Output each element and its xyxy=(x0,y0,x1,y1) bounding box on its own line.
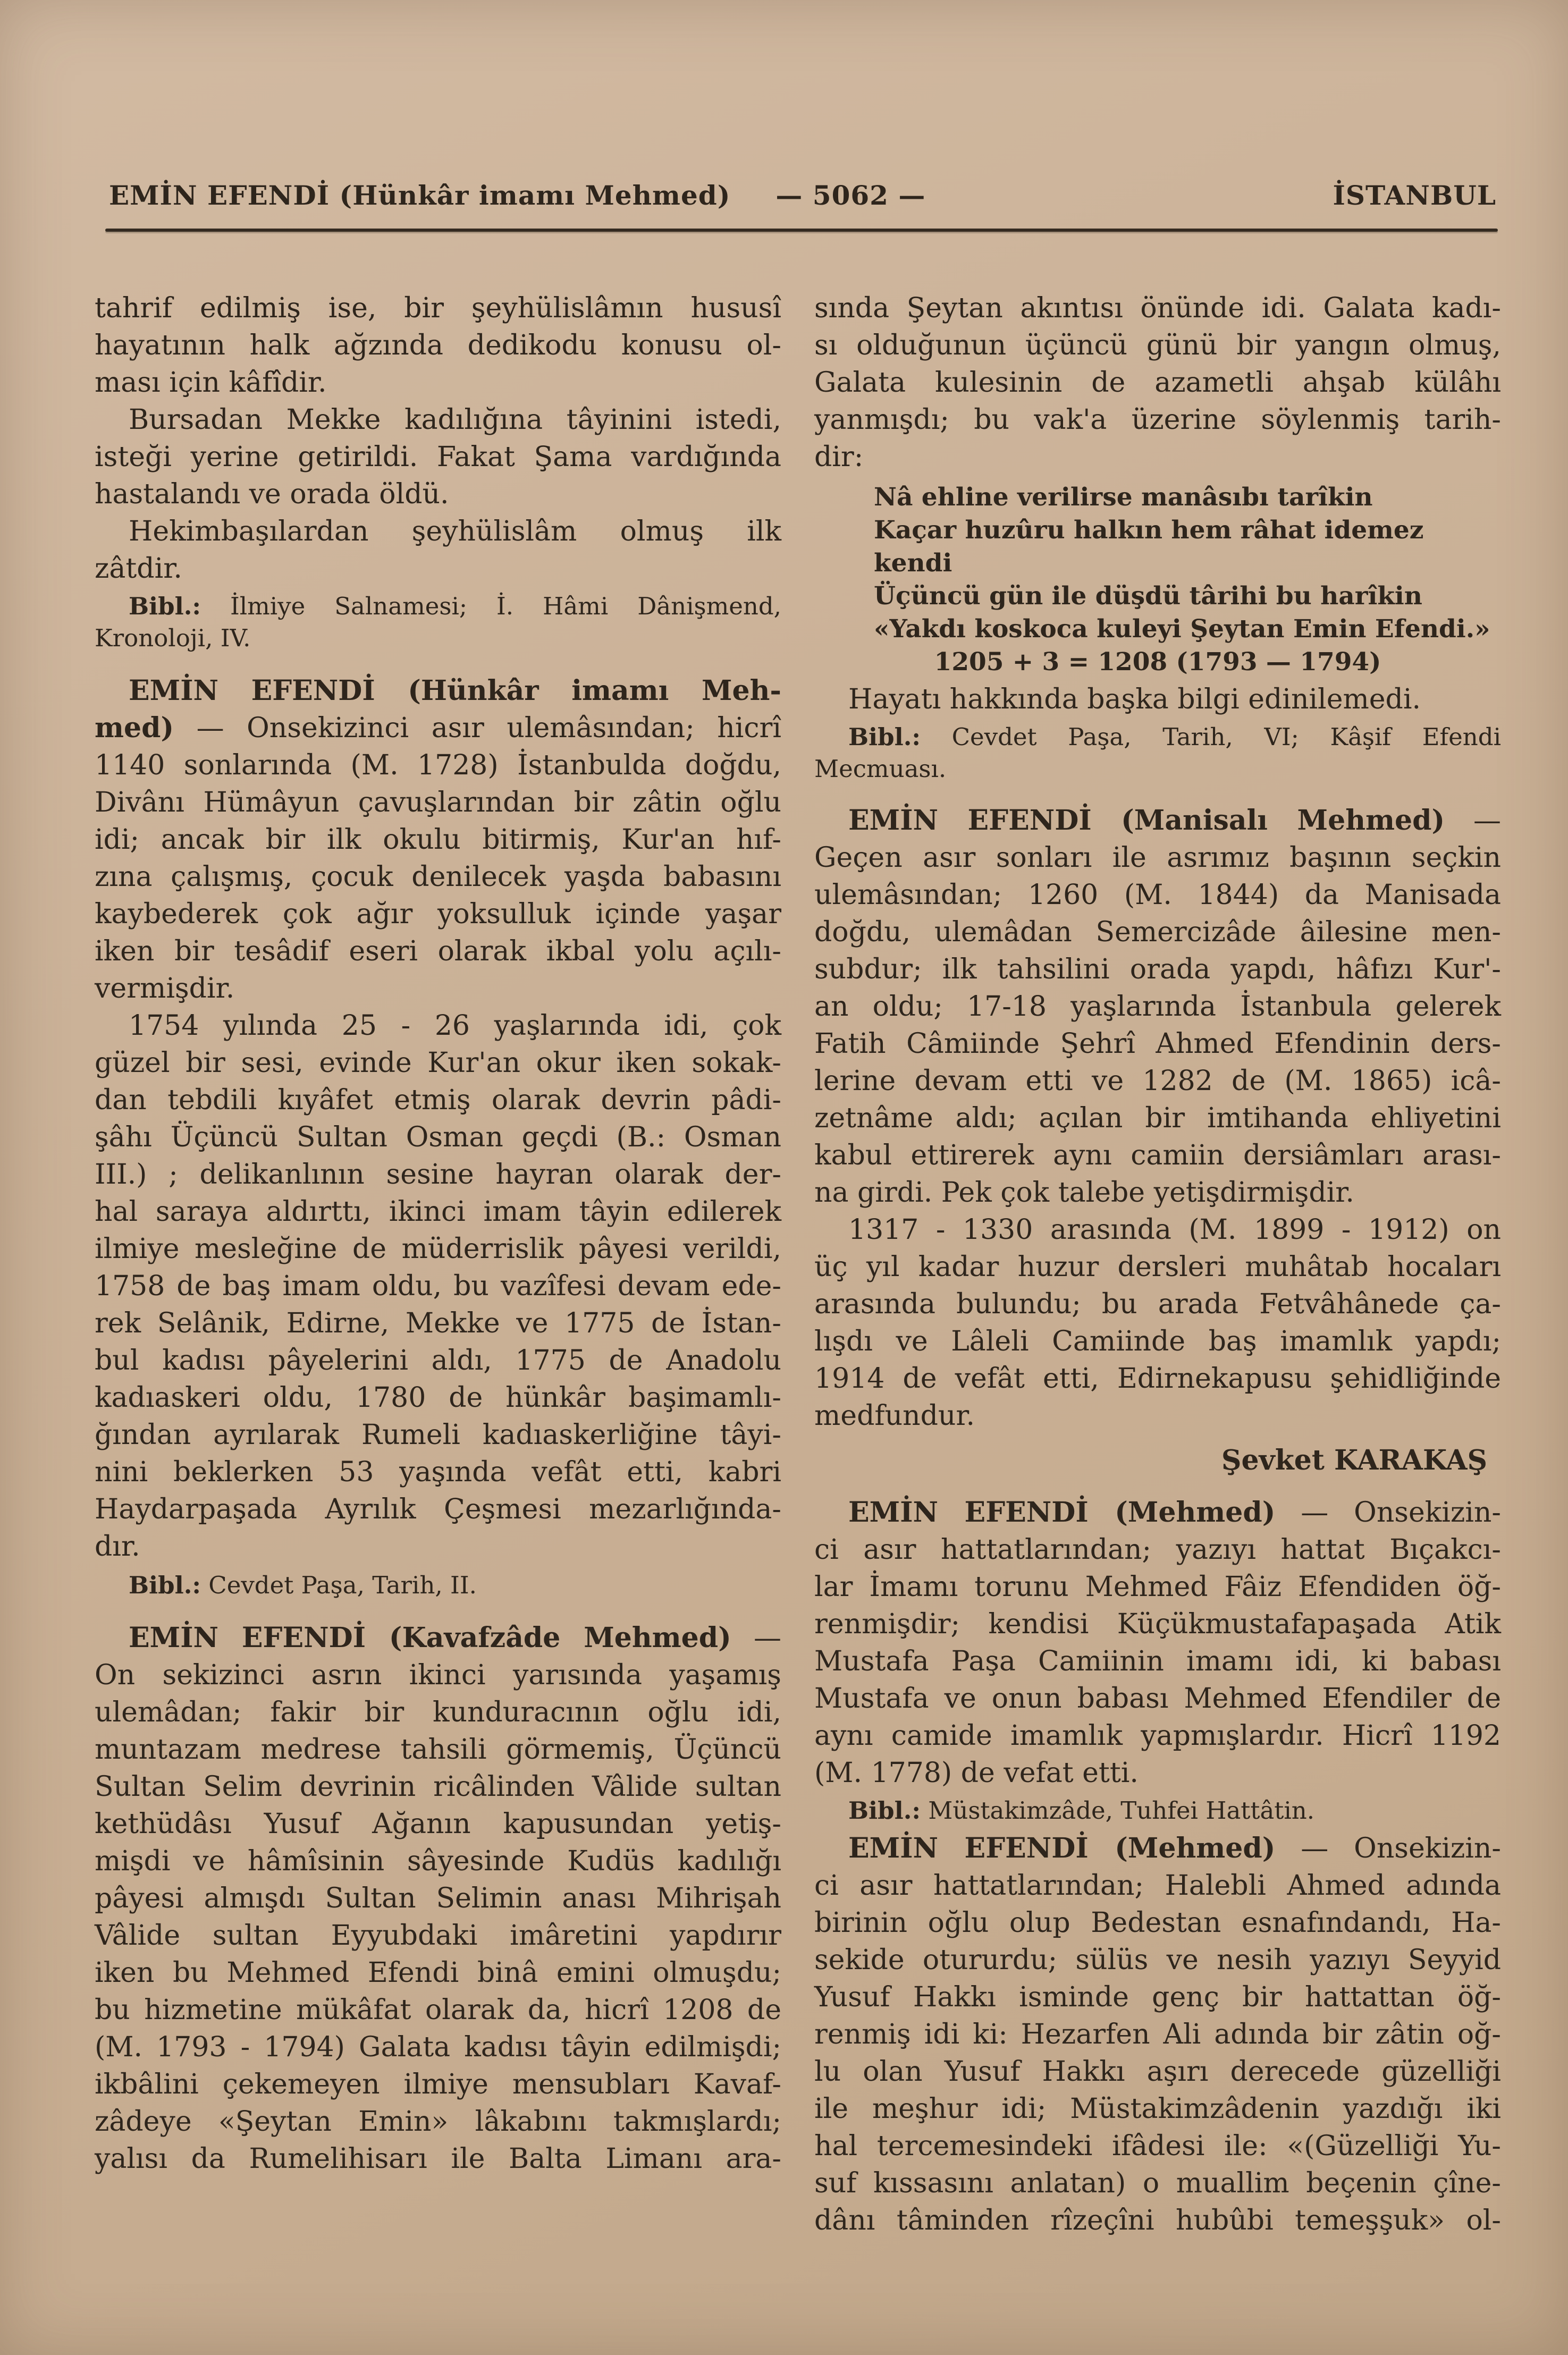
headword: Bibl.: xyxy=(129,592,201,620)
text-line: ulemâdan; fakir bir kunduracının oğlu idi, xyxy=(95,1696,781,1728)
headword: EMİN EFENDİ (Kavafzâde Mehmed) xyxy=(129,1622,731,1654)
text-line: Hekimbaşılardan şeyhülislâm olmuş ilk xyxy=(129,516,781,547)
text-line: muntazam medrese tahsili görmemiş, Üçüncü xyxy=(95,1734,781,1766)
text-line: lerine devam etti ve 1282 de (M. 1865) icâ- xyxy=(814,1065,1501,1097)
text-line: zâtdir. xyxy=(95,553,182,585)
text-line: ci asır hattatlarından; yazıyı hattat Bıçakcı- xyxy=(814,1534,1501,1566)
headword: Bibl.: xyxy=(129,1571,201,1599)
text-line: renmişdir; kendisi Küçükmustafapaşada Atik xyxy=(814,1608,1501,1640)
page-header xyxy=(109,180,1496,217)
text-line: lar İmamı torunu Mehmed Fâiz Efendiden öğ- xyxy=(814,1571,1501,1603)
headword: EMİN EFENDİ (Mehmed) xyxy=(848,1496,1276,1529)
text-line: «Yakdı koskoca kuleyi Şeytan Emin Efendi.» xyxy=(874,614,1490,644)
text-line: Kronoloji, IV. xyxy=(95,624,251,652)
text-line: tahrif edilmiş ise, bir şeyhülislâmın hususî xyxy=(95,292,781,324)
text-line: 1205 + 3 = 1208 (1793 — 1794) xyxy=(934,647,1381,677)
text-line: ğından ayrılarak Rumeli kadıaskerliğine tâyi- xyxy=(95,1419,781,1451)
text-line: mişdi ve hâmîsinin sâyesinde Kudüs kadılığı xyxy=(95,1845,781,1877)
text-line: Haydarpaşada Ayrılık Çeşmesi mezarlığında- xyxy=(95,1493,781,1525)
text-line: III.) ; delikanlının sesine hayran olarak der- xyxy=(95,1159,781,1191)
text-line: hal saraya aldırttı, ikinci imam tâyin edilerek xyxy=(95,1196,781,1228)
text-line: Bibl.: Müstakimzâde, Tuhfei Hattâtin. xyxy=(848,1796,1315,1825)
bibliography xyxy=(814,1795,1501,1827)
article-hunkar-imami-mehmed xyxy=(95,672,781,1007)
text-line: lu olan Yusuf Hakkı aşırı derecede güzelliği xyxy=(814,2056,1501,2088)
headword: EMİN EFENDİ (Mehmed) xyxy=(848,1832,1276,1864)
text-line: Mustafa Paşa Camiinin imamı idi, ki babası xyxy=(814,1645,1501,1677)
left-column xyxy=(95,290,781,2177)
text-line: subdur; ilk tahsilini orada yapdı, hâfızı Kur'- xyxy=(814,953,1501,985)
text-line: EMİN EFENDİ (Manisalı Mehmed) — xyxy=(848,804,1501,837)
text-line: dânı tâminden rîzeçîni hubûbi temeşşuk» ol- xyxy=(814,2205,1501,2236)
paragraph-hekimbasilardan xyxy=(95,513,781,587)
text-line: aynı camide imamlık yapmışlardır. Hicrî 1192 xyxy=(814,1720,1501,1752)
text-line: medfundur. xyxy=(814,1400,975,1432)
article-mehmed-hattat-bicakcilar xyxy=(814,1494,1501,1792)
header-section-title: İSTANBUL xyxy=(1333,180,1496,211)
text-line: bul kadısı pâyelerini aldı, 1775 de Anadolu xyxy=(95,1345,781,1377)
headword: Bibl.: xyxy=(848,1796,921,1825)
author-signature xyxy=(814,1442,1501,1479)
text-line: dır. xyxy=(95,1531,140,1563)
page-number: — 5062 — xyxy=(775,180,926,211)
text-line: kaybederek çok ağır yoksulluk içinde yaşar xyxy=(95,898,781,930)
text-line: iken bir tesâdif eseri olarak ikbal yolu açılı- xyxy=(95,935,781,967)
text-line xyxy=(95,672,781,710)
text-line: an oldu; 17-18 yaşlarında İstanbula gelerek xyxy=(814,991,1501,1023)
text-line: EMİN EFENDİ (Kavafzâde Mehmed) — xyxy=(129,1622,782,1654)
text-line: suf kıssasını anlatan) o muallim beçenin çîne- xyxy=(814,2167,1501,2199)
article-kavafzade-mehmed xyxy=(95,1619,781,2177)
text-line: vermişdir. xyxy=(95,973,235,1005)
text-line: sı olduğunun üçüncü günü bir yangın olmuş, xyxy=(814,330,1501,361)
text-line: Şevket KARAKAŞ xyxy=(1221,1444,1487,1476)
text-line: Hayatı hakkında başka bilgi edinilemedi. xyxy=(848,683,1421,715)
text-line: On sekizinci asrın ikinci yarısında yaşamış xyxy=(95,1659,781,1691)
paragraph-hayati xyxy=(814,681,1501,718)
text-line: (M. 1793 - 1794) Galata kadısı tâyin edilmişdi; xyxy=(95,2031,781,2063)
text-line: yanmışdı; bu vak'a üzerine söylenmiş tarih- xyxy=(814,404,1501,436)
text-line: Fatih Câmiinde Şehrî Ahmed Efendinin ders- xyxy=(814,1028,1501,1060)
headword: EMİN EFENDİ (Hünkâr imamı Meh- xyxy=(129,674,781,707)
text-line: zâdeye «Şeytan Emin» lâkabını takmışlardı; xyxy=(95,2106,781,2138)
text-line: iken bu Mehmed Efendi binâ emini olmuşdu; xyxy=(95,1957,781,1989)
headword: Bibl.: xyxy=(848,723,921,751)
text-line: ması için kâfîdir. xyxy=(95,367,327,399)
paragraph-bursadan xyxy=(95,401,781,513)
text-line: şâhı Üçüncü Sultan Osman geçdi (B.: Osman xyxy=(95,1121,781,1153)
text-line: dan tebdili kıyâfet etmiş olarak devrin pâdi- xyxy=(95,1084,781,1116)
text-line: Bibl.: Cevdet Paşa, Tarih, II. xyxy=(129,1571,477,1599)
text-line: lışdı ve Lâleli Camiinde baş imamlık yapdı; xyxy=(814,1326,1501,1357)
right-column xyxy=(814,290,1501,2239)
text-line: üç yıl kadar huzur dersleri muhâtab hocaları xyxy=(814,1251,1501,1283)
text-line: Divânı Hümâyun çavuşlarından bir zâtin oğlu xyxy=(95,787,781,818)
text-line: Vâlide sultan Eyyubdaki imâretini yapdırır xyxy=(95,1920,781,1952)
continuation-paragraph xyxy=(814,290,1501,476)
text-line: 1317 - 1330 arasında (M. 1899 - 1912) on xyxy=(848,1214,1501,1246)
bibliography xyxy=(814,721,1501,785)
paragraph-1317-1330 xyxy=(814,1211,1501,1434)
text-line: renmiş idi ki: Hezarfen Ali adında bir zâtin oğ- xyxy=(814,2019,1501,2050)
article-mehmed-hattat-halebli xyxy=(814,1830,1501,2239)
bibliography xyxy=(95,590,781,654)
text-line: zetnâme aldı; açılan bir imtihanda ehliyetini xyxy=(814,1102,1501,1134)
text-line: idi; ancak bir ilk okulu bitirmiş, Kur'an hıf- xyxy=(95,824,781,856)
chronogram-poem xyxy=(814,481,1501,646)
text-line: med) — Onsekizinci asır ulemâsından; hicrî xyxy=(95,712,781,744)
text-line: Mustafa ve onun babası Mehmed Efendiler de xyxy=(814,1683,1501,1715)
text-line: Geçen asır sonları ile asrımız başının seçkin xyxy=(814,842,1501,874)
text-line: kadıaskeri oldu, 1780 de hünkâr başimamlı- xyxy=(95,1382,781,1414)
headword: EMİN EFENDİ (Manisalı Mehmed) xyxy=(848,804,1445,837)
header-article-title: EMİN EFENDİ (Hünkâr imamı Mehmed) xyxy=(109,180,731,211)
text-line: ikbâlini çekemeyen ilmiye mensubları Kavaf- xyxy=(95,2069,781,2100)
text-line: Mecmuası. xyxy=(814,755,947,783)
text-line: kethüdâsı Yusuf Ağanın kapusundan yetiş- xyxy=(95,1808,781,1840)
text-line: Nâ ehline verilirse manâsıbı tarîkin xyxy=(874,483,1373,512)
text-line: pâyesi almışdı Sultan Selimin anası Mihrişah xyxy=(95,1883,781,1914)
text-line: kabul ettirerek aynı camiin dersiâmları arası- xyxy=(814,1139,1501,1171)
text-line: 1758 de baş imam oldu, bu vazîfesi devam ede- xyxy=(95,1270,781,1302)
text-line: sekide otururdu; sülüs ve nesih yazıyı Seyyid xyxy=(814,1944,1501,1976)
text-line: ile meşhur idi; Müstakimzâdenin yazdığı iki xyxy=(814,2093,1501,2125)
text-line: 1140 sonlarında (M. 1728) İstanbulda doğdu, xyxy=(95,749,781,781)
text-line: EMİN EFENDİ (Mehmed) — Onsekizin- xyxy=(848,1496,1501,1529)
bibliography xyxy=(95,1569,781,1601)
text-line: Kaçar huzûru halkın hem râhat idemez kendi xyxy=(874,516,1424,578)
text-line: hastalandı ve orada öldü. xyxy=(95,478,449,510)
text-line: rek Selânik, Edirne, Mekke ve 1775 de İstan- xyxy=(95,1307,781,1339)
text-line: yalısı da Rumelihisarı ile Balta Limanı ara- xyxy=(95,2143,781,2175)
text-line: ulemâsından; 1260 (M. 1844) da Manisada xyxy=(814,879,1501,911)
text-line: Sultan Selim devrinin ricâlinden Vâlide sultan xyxy=(95,1771,781,1803)
text-line: isteği yerine getirildi. Fakat Şama vardığında xyxy=(95,441,781,473)
text-line: sında Şeytan akıntısı önünde idi. Galata kadı- xyxy=(814,292,1501,324)
text-line: Bursadan Mekke kadılığına tâyinini istedi, xyxy=(129,404,781,436)
header-rule xyxy=(105,229,1498,232)
text-line: 1914 de vefât etti, Edirnekapusu şehidliğinde xyxy=(814,1363,1501,1395)
text-line: Yusuf Hakkı isminde genç bir hattattan öğ- xyxy=(814,1981,1501,2013)
text-line: güzel bir sesi, evinde Kur'an okur iken sokak- xyxy=(95,1047,781,1079)
text-line: ilmiye mesleğine de müderrislik pâyesi verildi, xyxy=(95,1233,781,1265)
text-line: hayatının halk ağzında dedikodu konusu ol- xyxy=(95,330,781,361)
continuation-paragraph xyxy=(95,290,781,401)
text-line: 1754 yılında 25 - 26 yaşlarında idi, çok xyxy=(129,1010,781,1042)
text-line: arasında bulundu; bu arada Fetvâhânede ça- xyxy=(814,1288,1501,1320)
text-line: zına çalışmış, çocuk denilecek yaşda babasını xyxy=(95,861,781,893)
text-line: bu hizmetine mükâfat olarak da, hicrî 1208 de xyxy=(95,1994,781,2026)
text-line: ci asır hattatlarından; Halebli Ahmed adında xyxy=(814,1870,1501,1902)
text-line: nini beklerken 53 yaşında vefât etti, kabri xyxy=(95,1456,781,1488)
text-line: dir: xyxy=(814,441,864,473)
text-line: EMİN EFENDİ (Mehmed) — Onsekizin- xyxy=(848,1832,1501,1864)
text-line: (M. 1778) de vefat etti. xyxy=(814,1757,1139,1789)
paragraph-1754 xyxy=(95,1007,781,1565)
text-line: doğdu, ulemâdan Semercizâde âilesine men- xyxy=(814,916,1501,948)
text-line: Bibl.: İlmiye Salnamesi; İ. Hâmi Dânişmend, xyxy=(129,592,781,620)
text-line: birinin oğlu olup Bedestan esnafındandı, Ha- xyxy=(814,1907,1501,1939)
text-line: na girdi. Pek çok talebe yetişdirmişdir. xyxy=(814,1177,1354,1209)
text-line: hal tercemesindeki ifâdesi ile: «(Güzelliği Yu- xyxy=(814,2130,1501,2162)
headword: med) xyxy=(95,712,174,744)
chronogram-formula xyxy=(814,646,1501,679)
article-manisali-mehmed xyxy=(814,802,1501,1211)
text-line: Üçüncü gün ile düşdü târihi bu harîkin xyxy=(874,581,1422,611)
header-left-group xyxy=(109,180,925,211)
text-line: Bibl.: Cevdet Paşa, Tarih, VI; Kâşif Efendi xyxy=(848,723,1501,751)
text-line: Galata kulesinin de azametli ahşab külâhı xyxy=(814,367,1501,399)
